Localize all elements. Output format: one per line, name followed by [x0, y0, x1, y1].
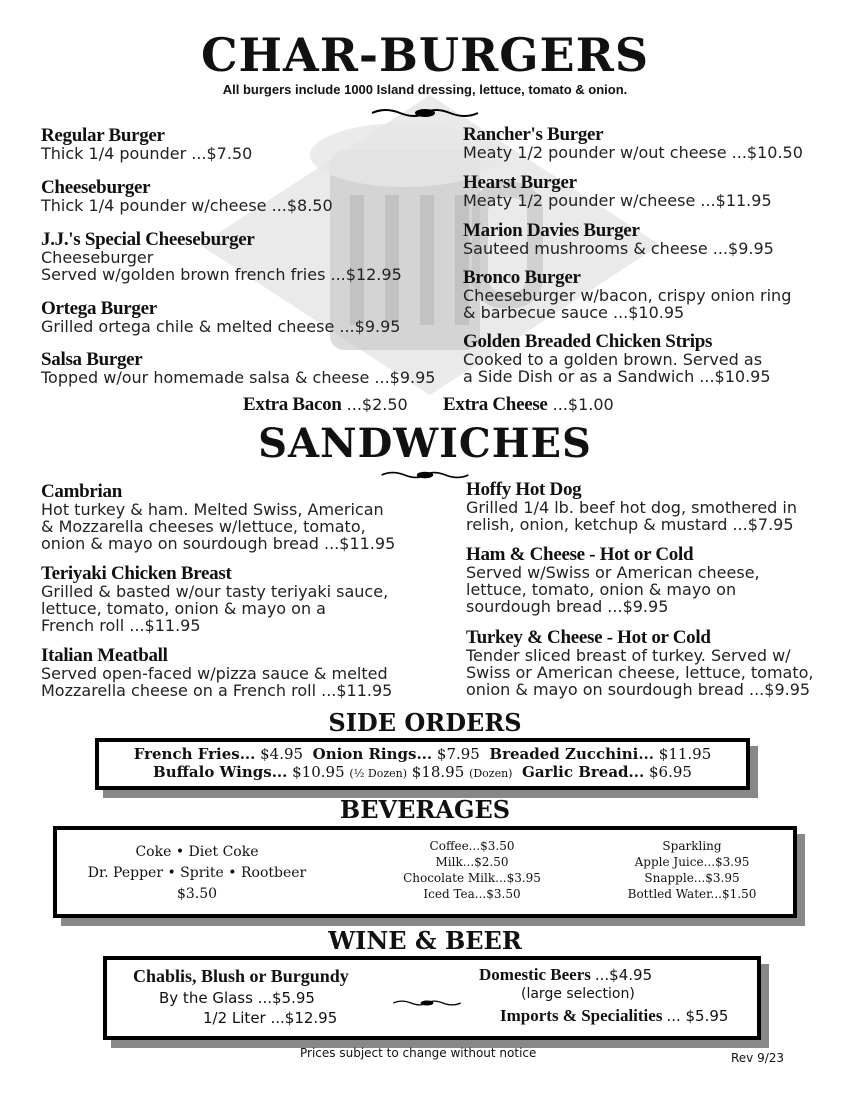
- burgers-title: CHAR-BURGERS: [200, 28, 650, 82]
- beverages-title: BEVERAGES: [339, 795, 511, 824]
- wine-title: Chablis, Blush or Burgundy: [133, 966, 349, 986]
- menu-item: Ortega Burger Grilled ortega chile & melted cheese ...$9.95: [41, 298, 401, 336]
- domestic-beers: Domestic Beers ...$4.95: [479, 965, 653, 984]
- menu-item: Italian Meatball Served open-faced w/pizza sauce & melted Mozzarella cheese on a French roll ...$11.95: [41, 645, 393, 700]
- side-orders-title: SIDE ORDERS: [328, 708, 522, 737]
- burgers-subtitle: All burgers include 1000 Island dressing, lettuce, tomato & onion.: [222, 82, 628, 97]
- beverages-col-1: Coke • Diet Coke Dr. Pepper • Sprite • Rootbeer $3.50: [87, 844, 307, 902]
- imports: Imports & Specialities ... $5.95: [500, 1006, 729, 1025]
- menu-item: Salsa Burger Topped w/our homemade salsa & cheese ...$9.95: [41, 349, 436, 387]
- wine-glass: By the Glass ...$5.95: [159, 989, 315, 1007]
- wine-beer-title: WINE & BEER: [328, 926, 522, 955]
- menu-item: Ham & Cheese - Hot or Cold Served w/Swiss or American cheese, lettuce, tomato, onion & mayo on sourdough bread ...$9.95: [466, 544, 760, 616]
- domestic-note: (large selection): [521, 986, 635, 1002]
- menu-item: Regular Burger Thick 1/4 pounder ...$7.50: [41, 125, 253, 163]
- beverages-col-2: Coffee...$3.50 Milk...$2.50 Chocolate Milk...$3.95 Iced Tea...$3.50: [403, 839, 541, 901]
- footer-note: Prices subject to change without notice: [300, 1046, 537, 1060]
- extra-bacon: Extra Bacon ...$2.50: [243, 394, 408, 415]
- menu-item: Rancher's Burger Meaty 1/2 pounder w/out cheese ...$10.50: [463, 124, 803, 162]
- menu-item: Hoffy Hot Dog Grilled 1/4 lb. beef hot dog, smothered in relish, onion, ketchup & mustard ...$7.95: [466, 479, 797, 534]
- flourish-ornament-3: [392, 994, 462, 1012]
- menu-item: Teriyaki Chicken Breast Grilled & basted w/our tasty teriyaki sauce, lettuce, tomato, onion & mayo on a French roll ...$11.95: [41, 563, 389, 635]
- sandwiches-title: SANDWICHES: [258, 420, 592, 467]
- beverages-box: [53, 826, 797, 918]
- side-line-2: Buffalo Wings... $10.95 (½ Dozen) $18.95 (Dozen) Garlic Bread... $6.95: [153, 763, 692, 781]
- side-line-1: French Fries... $4.95 Onion Rings... $7.95 Breaded Zucchini... $11.95: [133, 745, 712, 763]
- menu-item: J.J.'s Special Cheeseburger Cheeseburger Served w/golden brown french fries ...$12.95: [41, 229, 402, 284]
- menu-item: Bronco Burger Cheeseburger w/bacon, crispy onion ring & barbecue sauce ...$10.95: [463, 267, 792, 322]
- menu-item: Marion Davies Burger Sauteed mushrooms & cheese ...$9.95: [463, 220, 774, 258]
- menu-item: Hearst Burger Meaty 1/2 pounder w/cheese ...$11.95: [463, 172, 772, 210]
- menu-item: Cheeseburger Thick 1/4 pounder w/cheese ...$8.50: [41, 177, 333, 215]
- menu-item: Cambrian Hot turkey & ham. Melted Swiss, American & Mozzarella cheeses w/lettuce, tomato, onion & mayo on sourdough bread ...$11.95: [41, 481, 396, 553]
- flourish-ornament-1: [0, 104, 850, 123]
- revision: Rev 9/23: [731, 1051, 785, 1065]
- wine-beer-box: [103, 956, 761, 1040]
- wine-liter: 1/2 Liter ...$12.95: [203, 1009, 338, 1027]
- menu-item: Golden Breaded Chicken Strips Cooked to a golden brown. Served as a Side Dish or as a Sandwich ...$10.95: [463, 331, 771, 386]
- menu-item: Turkey & Cheese - Hot or Cold Tender sliced breast of turkey. Served w/ Swiss or American cheese, lettuce, tomato, onion & mayo on sourdough bread ...$9.95: [466, 627, 814, 699]
- extra-cheese: Extra Cheese ...$1.00: [443, 394, 614, 415]
- beverages-col-3: Sparkling Apple Juice...$3.95 Snapple...$3.95 Bottled Water...$1.50: [627, 839, 757, 901]
- side-orders-box: [95, 738, 750, 790]
